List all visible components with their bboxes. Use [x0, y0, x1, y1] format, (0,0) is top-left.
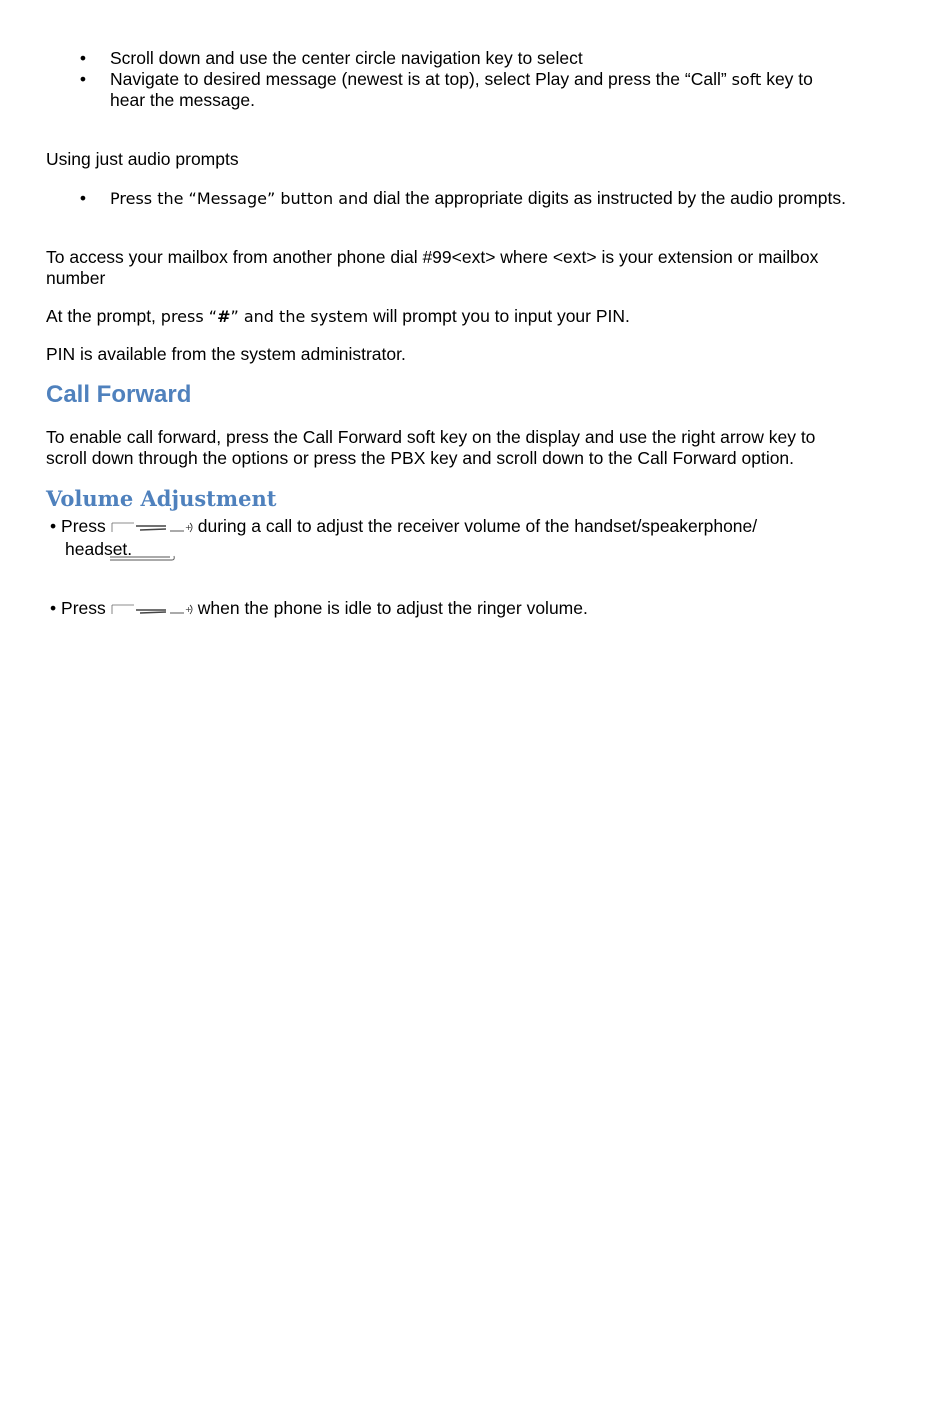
- list-item: [0, 69, 830, 111]
- prompt-soft-b: ” and the system: [230, 307, 369, 326]
- list-item: [50, 516, 850, 537]
- continuation-a: head: [65, 539, 104, 559]
- volume-key-icon: [110, 519, 196, 535]
- volume-key-icon: [110, 601, 196, 617]
- list-item: [50, 598, 850, 619]
- audio-bullet-list: [0, 188, 870, 210]
- audio-intro: Using just audio prompts: [46, 149, 239, 169]
- list-item: [0, 48, 850, 69]
- list-item-text: during a call to adjust the receiver volume of the handset/speakerphone/: [197, 516, 758, 536]
- list-item-lead: Press the “Message” button and: [110, 189, 369, 208]
- prompt-paragraph: [46, 306, 846, 328]
- press-label: Press: [61, 598, 106, 618]
- bullet-marker: •: [79, 188, 87, 208]
- list-item-text: when the phone is idle to adjust the ringer volume.: [197, 598, 588, 618]
- continuation-b: set.: [103, 539, 133, 559]
- bullet-marker: •: [50, 516, 57, 536]
- prompt-soft-a: press “: [160, 307, 218, 326]
- call-forward-heading: Call Forward: [46, 381, 192, 408]
- soft-word: soft: [731, 69, 762, 89]
- bullet-marker: •: [50, 598, 57, 618]
- messages-bullet-list: [0, 48, 850, 111]
- list-item-text: dial the appropriate digits as instructed by the audio prompts.: [373, 188, 846, 208]
- bullet-marker: •: [79, 48, 87, 68]
- list-item-text-end: key to hear the message.: [110, 68, 813, 110]
- underline-decoration: [108, 555, 178, 565]
- volume-adjustment-heading: Volume Adjustment: [46, 486, 277, 511]
- list-item-text: Navigate to desired message (newest is at top), select Play and press the “Call”: [110, 68, 727, 89]
- pin-note: PIN is available from the system administrator.: [46, 344, 406, 364]
- remote-access-paragraph: To access your mailbox from another phone dial #99<ext> where <ext> is your extension or mailbox number: [46, 247, 819, 288]
- list-item: [0, 188, 870, 210]
- list-item-text: Scroll down and use the center circle navigation key to select: [110, 48, 583, 68]
- prompt-text-end: will prompt you to input your PIN.: [373, 306, 630, 326]
- bullet-marker: •: [79, 68, 87, 89]
- press-label: Press: [61, 516, 106, 536]
- prompt-text: At the prompt,: [46, 306, 156, 326]
- svg-text:+: +: [184, 523, 192, 532]
- prompt-hash: #: [217, 307, 231, 326]
- call-forward-body: To enable call forward, press the Call Forward soft key on the display and use the right arrow key to scroll down through the options or press the PBX key and scroll down to the Call Forward option.: [46, 427, 816, 468]
- svg-text:+: +: [184, 605, 192, 614]
